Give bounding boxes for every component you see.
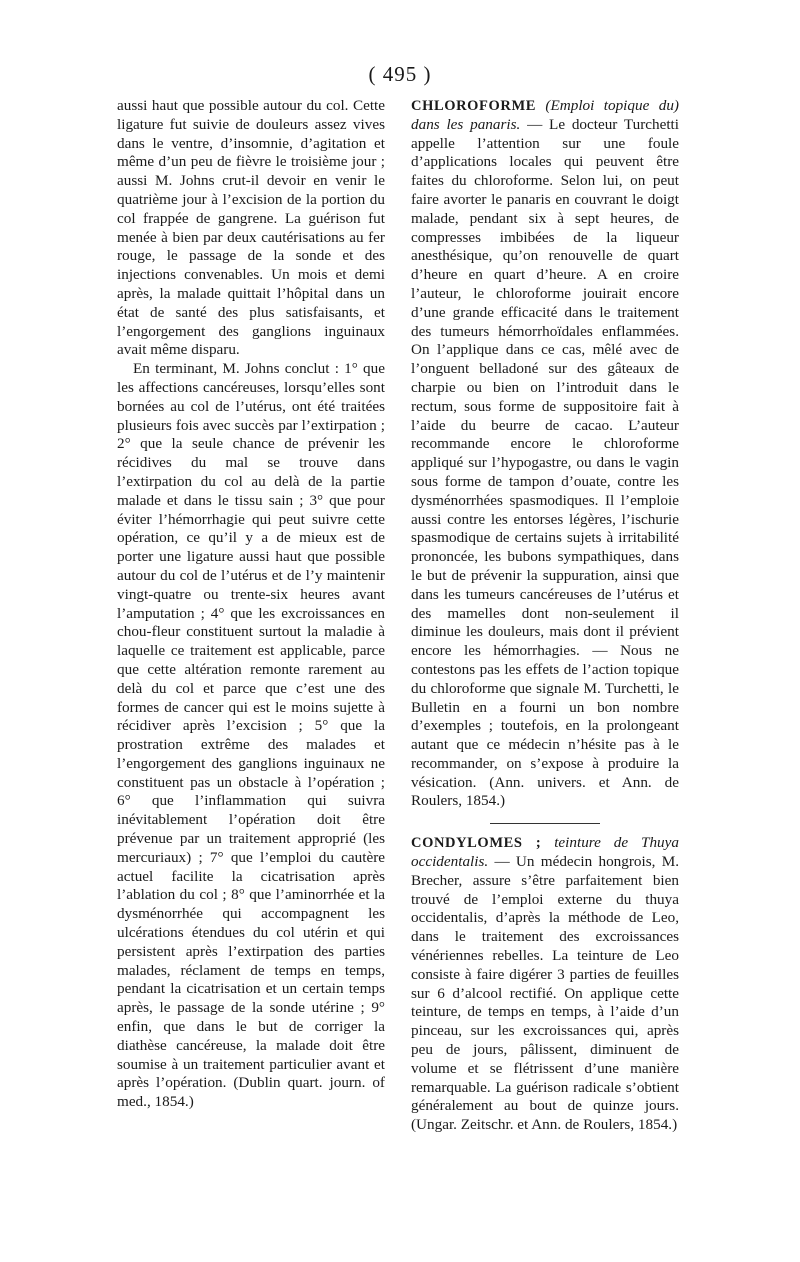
chloroforme-text: — Le docteur Turchetti appelle l’attention sur une foule d’applications locales qui peuvent être faites du chloroforme. Selon lui, on peut faire avorter le panaris en couvrant le doigt malade, pendant six à sept heures, de compresses imbibées de la liqueur anesthésique, qu’on renouvelle de quart d’heure en quart d’heure. A en croire l’auteur, le chloroforme jouirait encore d’une grande efficacité dans le traitement des tumeurs hémorrhoïdales enflammées. On l’applique dans ce cas, mêlé avec de l’onguent belladoné sur des gâteaux de charpie ou bien on l’introduit dans le rectum, sous forme de suppositoire fait à l’aide du beurre de cacao. L’auteur recommande encore le chloroforme appliqué sur l’hypogastre, ou dans le vagin sous forme de tampon d’ouate, contre les dysménorrhées spasmodiques. Il l’emploie aussi contre les entorses légères, l’ischurie spasmodique de certains sujets à irritabilité prononcée, les bubons sympathiques, dans le but de prévenir la suppuration, ainsi que dans les tumeurs cancéreuses de l’utérus et des mamelles dont non-seulement il diminue les douleurs, mais dont il prévient encore les hémorrhagies. — Nous ne contestons pas les effets de l’action topique du chloroforme que signale M. Turchetti, le Bulletin en a fourni un bon nombre d’exemples ; toutefois, en la prolongeant autant que ce médecin n’hésite pas à le recommander, on s’expose à produire la vésication. (Ann. univers. et Ann. de Roulers, 1854.) — [411, 115, 679, 810]
page-number: ( 495 ) — [368, 62, 432, 86]
chloroforme-subheading: (Emploi topique du) dans les panaris. — [411, 97, 679, 133]
condylomes-text: — Un médecin hongrois, M. Brecher, assure s’être parfaitement bien trouvé de l’emploi externe du thuya occidentalis, d’après la méthode de Leo, dans le traitement des excroissances vénériennes rebelles. La teinture de Leo consiste à faire digérer 3 parties de feuilles sur 6 d’alcool rectifié. On applique cette teinture, de temps en temps, à l’aide d’un pinceau, sur les excroissances qui, après peu de jours, pâlissent, diminuent de volume et se flétrissent d’une manière remarquable. La guérison radicale s’obtient généralement au bout de quinze jours. (Ungar. Zeitschr. et Ann. de Roulers, 1854.) — [411, 853, 680, 1134]
right-column — [411, 97, 679, 1135]
continued-paragraph: aussi haut que possible autour du col. Cette ligature fut suivie de douleurs assez vives dans le ventre, d’insomnie, d’agitation et même d’un peu de fièvre le troisième jour ; aussi M. Johns crut-il devoir en venir le quatrième jour à l’excision de la portion du col frappée de gangrene. La guérison fut menée à bien par deux cautérisations au fer rouge, le passage de la sonde et des injections convenables. Un mois et demi après, la malade quittait l’hôpital dans un état de santé des plus satisfaisants, et l’engorgement des ganglions inguinaux avait même disparu. — [117, 97, 385, 359]
condylomes-heading: CONDYLOMES ; — [411, 835, 542, 852]
article-separator — [490, 823, 600, 824]
condylomes-article — [411, 834, 679, 1135]
conclusions-paragraph: En terminant, M. Johns conclut : 1° que les affections cancéreuses, lorsqu’elles sont bornées au col de l’utérus, ont été traitées plusieurs fois avec succès par l’extirpation ; 2° que la seule chance de prévenir les récidives du mal se trouve dans l’extirpation du col au delà de la partie malade et dans le tissu sain ; 3° que pour éviter l’hémorrhagie qui peut suivre cette opération, ce qu’il y a de mieux est de porter une ligature aussi haut que possible autour du col de l’utérus et de l’y maintenir vingt-quatre ou trente-six heures avant l’amputation ; 4° que les excroissances en chou-fleur constituent surtout la maladie à laquelle ce traitement est applicable, parce que cette altération remonte rarement au delà du col et parce que c’est une des formes de cancer qui est le moins sujette à récidiver après l’excision ; 5° que la prostration extrême des malades et l’engorgement des ganglions inguinaux ne constituent pas un obstacle à l’opération ; 6° que l’inflammation qui suivra inévitablement l’opération doit être prévenue par un traitement approprié (les mercuriaux) ; 7° que l’emploi du cautère actuel facilite la cicatrisation après l’ablation du col ; 8° que l’aminorrhée et la dysménorrhée qui accompagnent les ulcérations étendues du col utérin et qui persistent après l’extirpation des parties malades, réclament de temps en temps, pendant la cicatrisation et un certain temps après, le passage de la sonde utérine ; 9° enfin, que dans le but de corriger la diathèse cancéreuse, la malade doit être soumise à un traitement particulier avant et après l’opération. (Dublin quart. journ. of med., 1854.) — [117, 360, 385, 1111]
chloroforme-heading: CHLOROFORME — [411, 98, 537, 114]
condylomes-subheading: teinture de Thuya occidentalis. — [411, 834, 679, 871]
left-column — [117, 97, 385, 1112]
chloroforme-article — [411, 97, 679, 811]
